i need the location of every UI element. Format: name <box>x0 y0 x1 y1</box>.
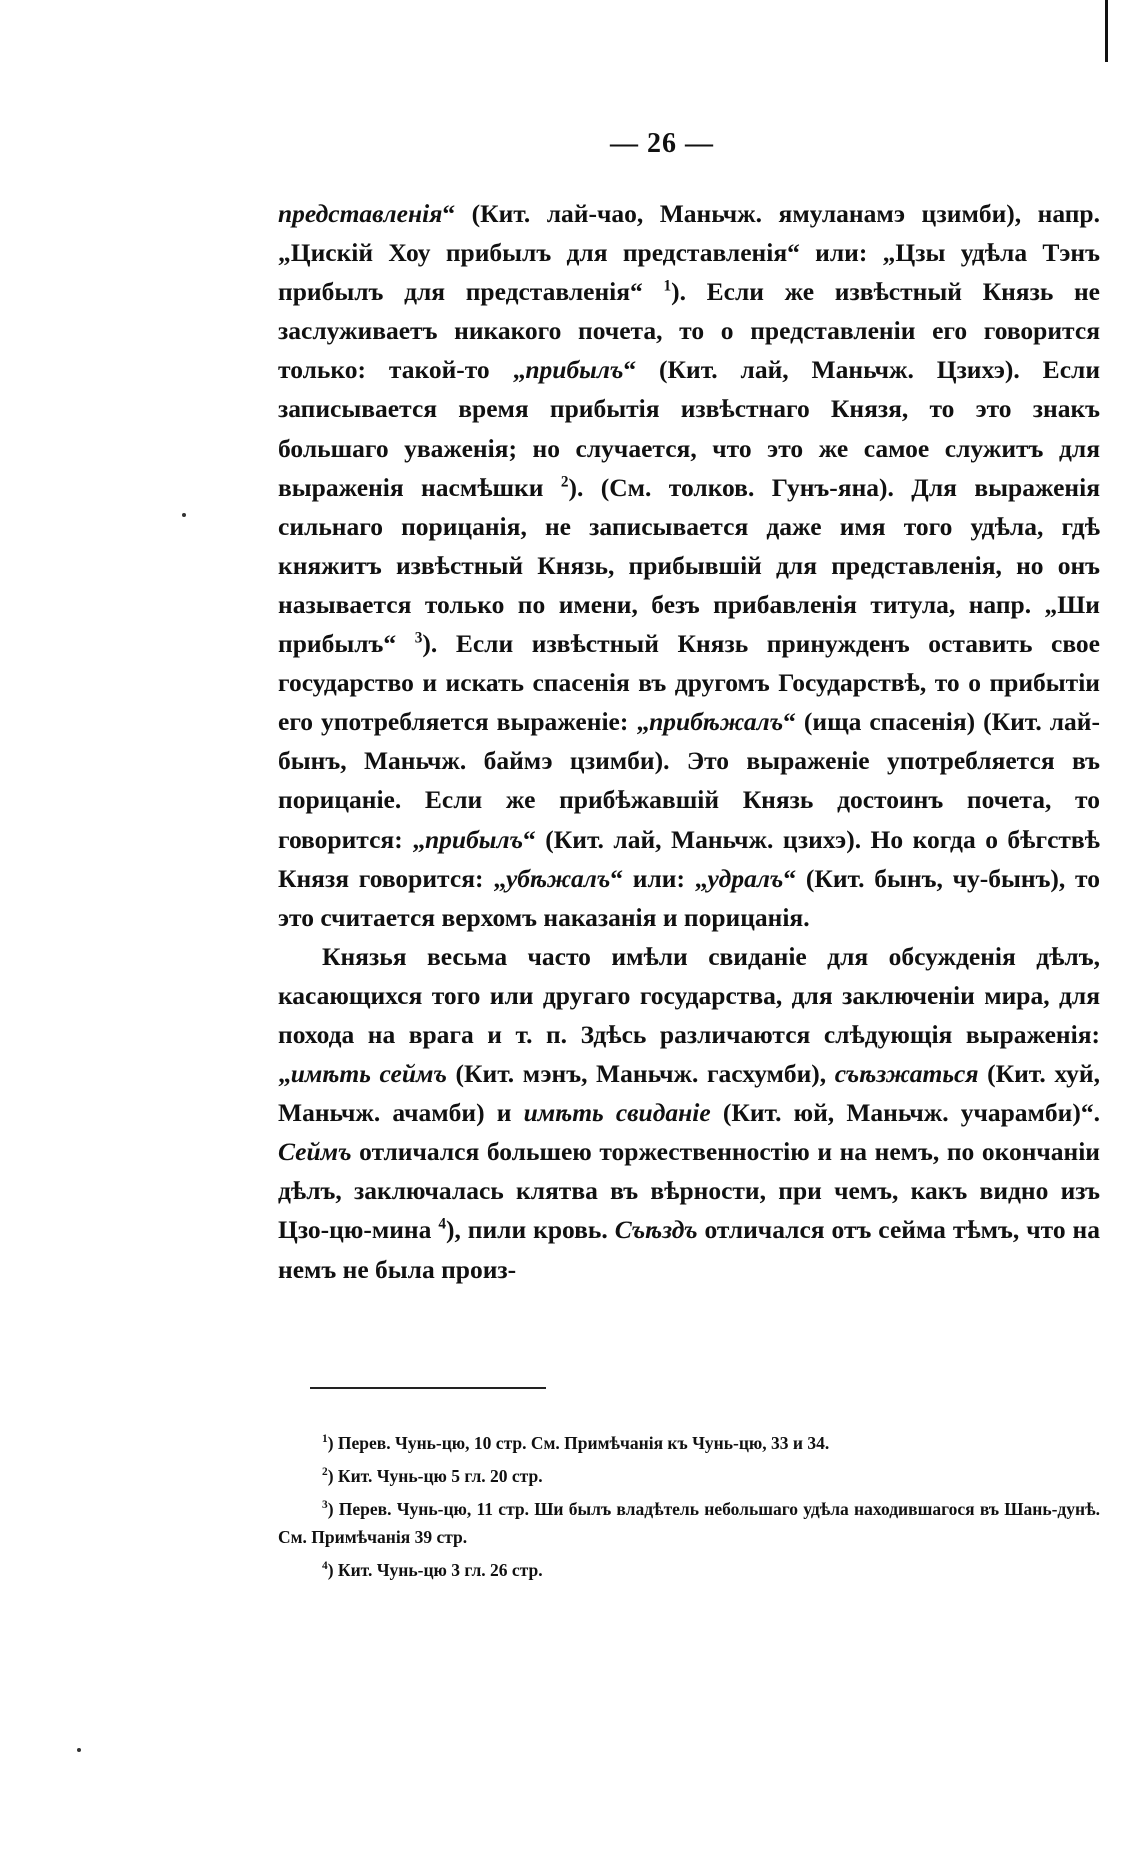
footnote-separator <box>310 1387 546 1389</box>
text-run: “ (Кит. лай, Маньчж. Цзихэ). Если записывается время прибытія извѣстнаго Князя, то это знакъ большаго уваженія; но случается, что это же самое служитъ для выраженія насмѣшки <box>278 355 1101 502</box>
italic-term: имѣть свиданіе <box>523 1098 711 1128</box>
footnote-text: ) Перев. Чунь-цю, 11 стр. Ши былъ владѣтель небольшаго удѣла находившагося въ Шань-дунѣ. См. Примѣчанія 39 стр. <box>278 1498 1100 1548</box>
page-edge-line <box>1105 0 1108 62</box>
footnote-mark: 1 <box>322 1433 328 1445</box>
text-run: ). Если извѣстный Князь принужденъ оставить свое государство и искать спасенія въ другомъ Государствѣ, то о прибытіи его употребляется выраженіе: „ <box>278 629 1100 737</box>
footnote-reference: 2 <box>560 473 569 491</box>
footnote-reference: 4 <box>438 1215 446 1233</box>
text-run: отличался отъ сейма тѣмъ, что на немъ не была произ- <box>278 1215 1100 1284</box>
text-run: “ (Кит. лай-чао, Маньчж. ямуланамэ цзимби), напр. „Цискій Хоу прибылъ для представленія“ или: „Цзы удѣла Тэнъ прибылъ для представленія“ <box>278 199 1100 307</box>
italic-term: убѣжалъ <box>505 863 611 893</box>
scan-speck <box>77 1748 81 1752</box>
footnotes <box>278 1425 1100 1585</box>
text-run: (Кит. хуй, Маньчж. ачамби) и <box>278 1059 1100 1128</box>
footnote-text: ) Кит. Чунь-цю 5 гл. 20 стр. <box>327 1465 543 1486</box>
italic-term: представленія <box>278 199 443 228</box>
footnote-reference: 1 <box>663 277 672 295</box>
text-run: Князья весьма часто имѣли свиданіе для обсужденія дѣлъ, касающихся того или другаго государства, для заключеніи мира, для похода на врага и т. п. Здѣсь различаются слѣдующія выраженія: „ <box>278 941 1100 1089</box>
body-text <box>278 194 1100 1289</box>
text-run: “ или: „ <box>610 863 708 893</box>
text-run: ). (См. толков. Гунъ-яна). Для выраженія сильнаго порицанія, не записывается даже имя того удѣла, гдѣ княжитъ извѣстный Князь, прибывшій для представленія, но онъ называется только по имени, безъ прибавленія титула, напр. „Ши прибылъ“ <box>278 472 1100 659</box>
text-run: отличался большею торжественностію и на немъ, по окончаніи дѣлъ, заключалась клятва въ вѣрности, при чемъ, какъ видно изъ Цзо-цю-мина <box>278 1137 1100 1245</box>
scan-speck <box>182 513 186 517</box>
text-run: (Кит. юй, Маньчж. учарамби)“. <box>710 1098 1100 1128</box>
footnote <box>278 1552 1100 1585</box>
italic-term: Съѣздъ <box>614 1215 698 1245</box>
footnote-mark: 3 <box>322 1498 328 1511</box>
footnote-reference: 3 <box>414 629 423 647</box>
paragraph <box>278 194 1100 937</box>
text-run: “ (Кит. бынъ, чу-бынъ), то это считается верхомъ наказанія и порицанія. <box>278 863 1100 932</box>
footnote <box>278 1458 1100 1491</box>
footnote-mark: 4 <box>322 1560 328 1573</box>
footnote-text: ) Кит. Чунь-цю 3 гл. 26 стр. <box>327 1560 543 1581</box>
italic-term: прибылъ <box>525 355 624 385</box>
text-run: (Кит. мэнъ, Маньчж. гасхумби), <box>446 1059 835 1089</box>
text-run: ). Если же извѣстный Князь не заслуживаетъ никакого почета, то о представленіи его говорится только: такой-то „ <box>278 277 1100 385</box>
footnote-text: ) Перев. Чунь-цю, 10 стр. См. Примѣчанія къ Чунь-цю, 33 и 34. <box>327 1432 830 1453</box>
italic-term: прибылъ <box>424 824 524 854</box>
page-number: — 26 — <box>610 128 714 159</box>
footnote-mark: 2 <box>322 1465 328 1478</box>
footnote <box>278 1425 1100 1458</box>
footnote <box>278 1491 1100 1553</box>
text-run: ), пили кровь. <box>445 1215 615 1245</box>
italic-term: удралъ <box>707 863 784 893</box>
italic-term: съѣзжаться <box>834 1059 979 1089</box>
text-run: “ (ища спасенія) (Кит. лай-бынъ, Маньчж. баймэ цзимби). Это выраженіе употребляется въ порицаніе. Если же прибѣжавшій Князь достоинъ почета, то говорится: „ <box>278 707 1100 854</box>
italic-term: имѣть сеймъ <box>290 1059 447 1089</box>
text-run: “ (Кит. лай, Маньчж. цзихэ). Но когда о бѣгствѣ Князя говорится: „ <box>278 824 1100 893</box>
paragraph <box>278 937 1100 1289</box>
italic-term: прибѣжалъ <box>649 707 784 737</box>
italic-term: Сеймъ <box>278 1137 352 1167</box>
